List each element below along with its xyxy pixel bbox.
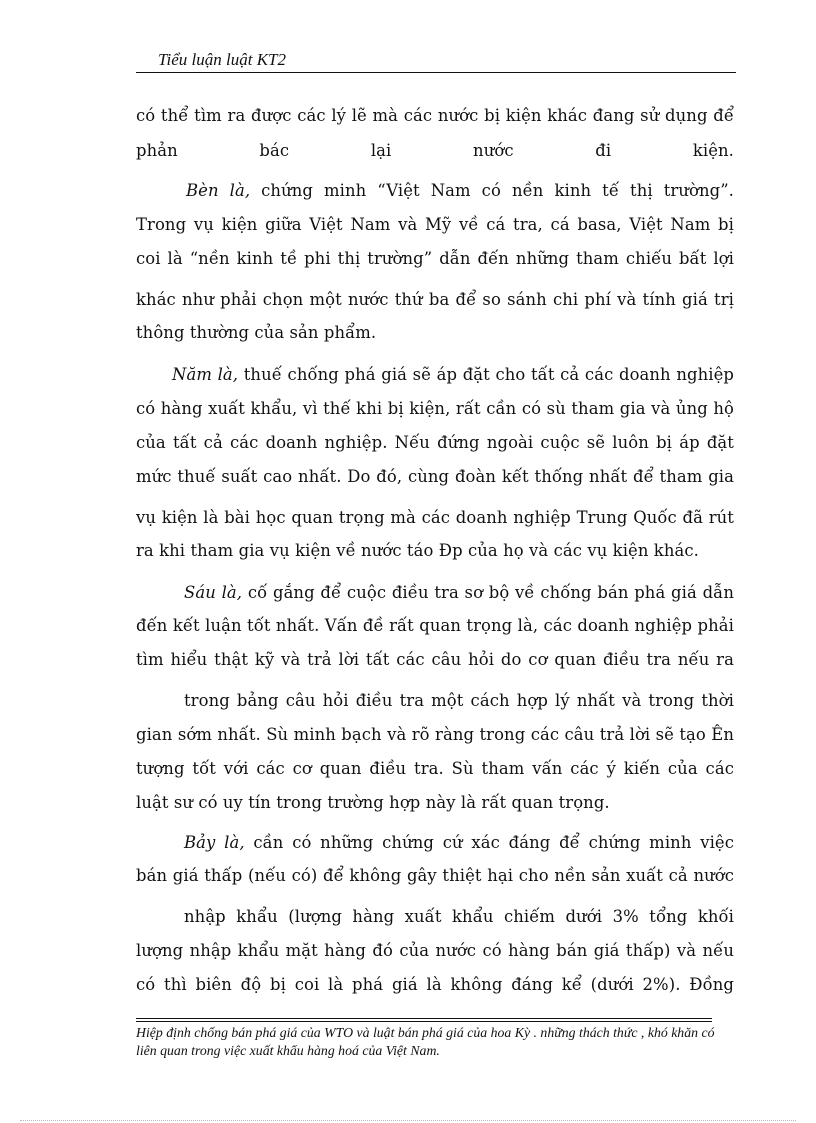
body-line: luật sư có uy tín trong trường hợp này là rất quan trọng. xyxy=(136,793,610,812)
body-line: có thể tìm ra được các lý lẽ mà các nước bị kiện khác đang sử dụng để xyxy=(136,106,734,125)
body-line: thông thường của sản phẩm. xyxy=(136,323,377,342)
body-line: ra khi tham gia vụ kiện về nước táo Đp của họ và các vụ kiện khác. xyxy=(136,541,699,560)
paragraph-lead: Bèn là, xyxy=(186,181,251,200)
body-line: gian sớm nhất. Sù minh bạch và rõ ràng trong các câu trả lời sẽ tạo Ên xyxy=(136,725,734,744)
body-line: của tất cả các doanh nghiệp. Nếu đứng ngoài cuộc sẽ luôn bị áp đặt xyxy=(136,433,734,452)
paragraph-bay-la xyxy=(184,832,734,854)
footer-rule xyxy=(136,1018,712,1022)
body-line: có hàng xuất khẩu, vì thế khi bị kiện, rất cần có sù tham gia và ủng hộ xyxy=(136,399,734,418)
page-bottom-dotted-rule xyxy=(20,1120,796,1121)
paragraph-ben-la xyxy=(186,180,734,202)
body-text: chứng minh “Việt Nam có nền kinh tế thị trường”. xyxy=(250,181,734,200)
body-line: vụ kiện là bài học quan trọng mà các doanh nghiệp Trung Quốc đã rút xyxy=(136,508,734,527)
body-line: có thì biên độ bị coi là phá giá là không đáng kể (dưới 2%). Đồng xyxy=(136,975,734,994)
paragraph-lead: Bảy là, xyxy=(184,833,245,852)
body-line: nhập khẩu (lượng hàng xuất khẩu chiếm dưới 3% tổng khối xyxy=(184,907,734,926)
paragraph-nam-la xyxy=(172,364,734,386)
running-footer: Hiệp định chống bán phá giá của WTO và luật bán phá giá của hoa Kỳ . những thách thức , khó khăn có liên quan trong việc xuất khẩu hàng hoá của Việt Nam. xyxy=(136,1025,715,1058)
paragraph-sau-la xyxy=(184,582,734,604)
body-line: tìm hiểu thật kỹ và trả lời tất các câu hỏi do cơ quan điều tra nếu ra xyxy=(136,650,734,669)
body-line: coi là “nền kinh tề phi thị trường” dẫn đến những tham chiếu bất lợi xyxy=(136,249,734,268)
body-text: thuế chống phá giá sẽ áp đặt cho tất cả các doanh nghiệp xyxy=(238,365,734,384)
body-line: Trong vụ kiện giữa Việt Nam và Mỹ về cá tra, cá basa, Việt Nam bị xyxy=(136,215,734,234)
body-line: khác như phải chọn một nước thứ ba để so sánh chi phí và tính giá trị xyxy=(136,290,734,309)
body-line: tượng tốt với các cơ quan điều tra. Sù tham vấn các ý kiến của các xyxy=(136,759,734,778)
body-line: lượng nhập khẩu mặt hàng đó của nước có hàng bán giá thấp) và nếu xyxy=(136,941,734,960)
body-line: phản bác lại nước đi kiện. xyxy=(136,141,734,160)
body-line: trong bảng câu hỏi điều tra một cách hợp lý nhất và trong thời xyxy=(184,691,734,710)
body-text: cố gắng để cuộc điều tra sơ bộ về chống bán phá giá dẫn xyxy=(242,583,734,602)
body-line: đến kết luận tốt nhất. Vấn đề rất quan trọng là, các doanh nghiệp phải xyxy=(136,616,734,635)
body-line: bán giá thấp (nếu có) để không gây thiệt hại cho nền sản xuất cả nước xyxy=(136,866,734,885)
paragraph-lead: Năm là, xyxy=(172,365,239,384)
body-line: mức thuế suất cao nhất. Do đó, cùng đoàn kết thống nhất để tham gia xyxy=(136,467,734,486)
body-text: cần có những chứng cứ xác đáng để chứng minh việc xyxy=(244,833,734,852)
paragraph-lead: Sáu là, xyxy=(184,583,243,602)
running-header: Tiểu luận luật KT2 xyxy=(136,50,736,73)
